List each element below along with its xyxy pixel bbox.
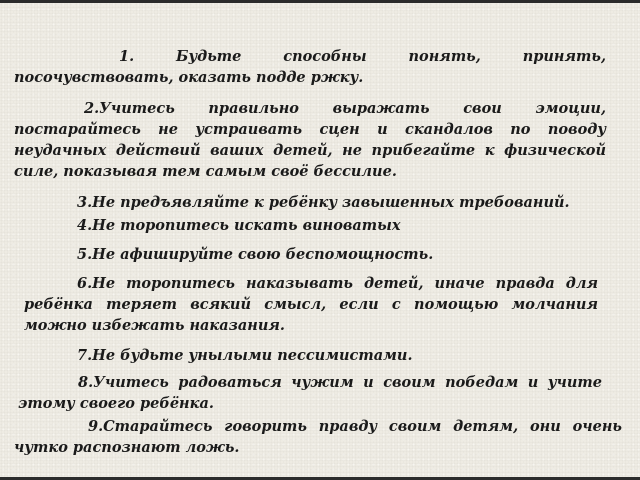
rule-3: 3.Не предъявляйте к ребёнку завышенных требований. <box>77 194 570 211</box>
rule-9: 9.Старайтесь говорить правду своим детям, они очень чутко распознают ложь. <box>14 418 622 456</box>
rule-7: 7.Не будьте унылыми пессимистами. <box>77 347 413 364</box>
rule-2: 2.Учитесь правильно выражать свои эмоции, постарайтесь не устраивать сцен и скандалов по поводу неудачных действий ваших детей, не прибегайте к физической силе, показывая тем самым своё бессилие. <box>14 100 606 180</box>
top-border-line <box>0 0 640 3</box>
rule-8: 8.Учитесь радоваться чужим и своим победам и учите этому своего ребёнка. <box>18 374 602 412</box>
rule-6: 6.Не торопитесь наказывать детей, иначе правда для ребёнка теряет всякий смысл, если с помощью молчания можно избежать наказания. <box>24 275 598 334</box>
rule-1: 1. Будьте способны понять, принять, посочувствовать, оказать подде ржку. <box>14 48 606 86</box>
rule-4: 4.Не торопитесь искать виноватых <box>77 217 401 234</box>
rule-5: 5.Не афишируйте свою беспомощность. <box>77 246 434 263</box>
